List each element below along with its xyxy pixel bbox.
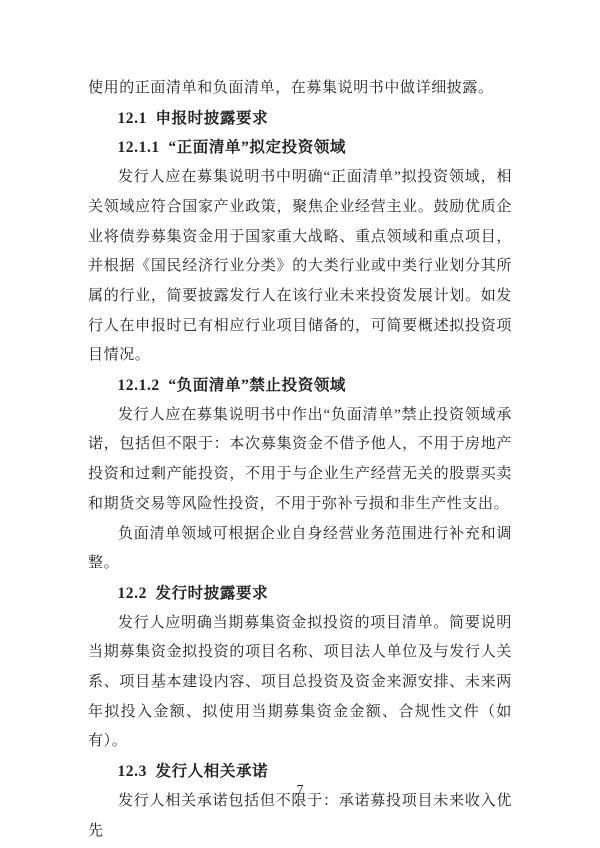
intro-paragraph-continuation: 使用的正面清单和负面清单，在募集说明书中做详细披露。 — [88, 80, 494, 96]
heading-number: 12.3 — [117, 763, 147, 781]
section-heading-12-1 — [88, 104, 512, 134]
heading-number: 12.1.1 — [117, 139, 160, 157]
page-number: 7 — [296, 782, 304, 797]
heading-number: 12.1 — [117, 109, 147, 127]
heading-title: 发行时披露要求 — [155, 584, 269, 602]
heading-title: “正面清单”拟定投资领域 — [168, 139, 347, 157]
heading-title: 发行人相关承诺 — [155, 763, 269, 781]
heading-title: “负面清单”禁止投资领域 — [168, 377, 347, 395]
page-content — [88, 74, 512, 846]
paragraph-negative-list-adjust: 负面清单领域可根据企业自身经营业务范围进行补充和调整。 — [88, 525, 512, 572]
paragraph-issuance-disclosure: 发行人应明确当期募集资金拟投资的项目清单。简要说明当期募集资金拟投资的项目名称、项目法人单位及与发行人关系、项目基本建设内容、项目总投资及资金来源安排、未来两年拟投入金额、拟使用当期募集资金金额、合规性文件（如有）。 — [88, 614, 512, 750]
heading-title: 申报时披露要求 — [155, 109, 269, 127]
paragraph-issuer-commitments: 发行人相关承诺包括但不限于：承诺募投项目未来收入优先 — [88, 792, 512, 839]
heading-number: 12.1.2 — [117, 377, 160, 395]
paragraph-positive-list: 发行人应在募集说明书中明确“正面清单”拟投资领域，相关领域应符合国家产业政策，聚焦企业经营主业。鼓励优质企业将债券募集资金用于国家重大战略、重点领域和重点项目，并根据《国民经济行业分类》的大类行业或中类行业划分其所属的行业，简要披露发行人在该行业未来投资发展计划。如发行人在申报时已有相应行业项目储备的，可简要概述拟投资项目情况。 — [88, 169, 512, 364]
section-heading-12-2 — [88, 579, 512, 609]
paragraph-negative-list: 发行人应在募集说明书中作出“负面清单”禁止投资领域承诺，包括但不限于：本次募集资金不借予他人，不用于房地产投资和过剩产能投资，不用于与企业生产经营无关的股票买卖和期货交易等风险性投资，不用于弥补亏损和非生产性支出。 — [88, 406, 512, 512]
section-heading-12-1-2 — [88, 371, 512, 401]
section-heading-12-1-1 — [88, 133, 512, 163]
heading-number: 12.2 — [117, 584, 147, 602]
